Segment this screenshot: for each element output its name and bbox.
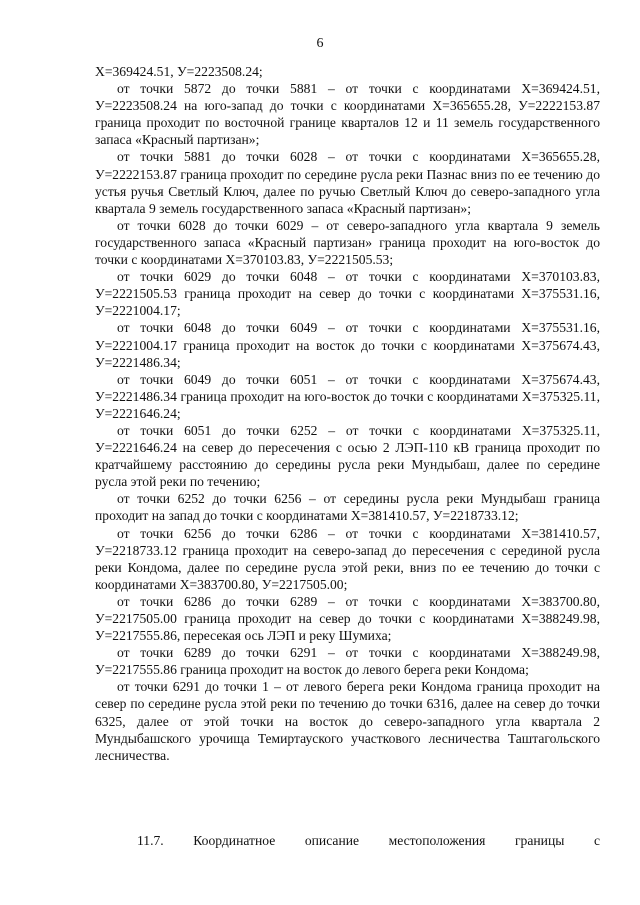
paragraph: от точки 6256 до точки 6286 – от точки с координатами Х=381410.57, У=2218733.12 граница проходит на северо-запад до пересечения с серединой русла реки Кондома, далее по середине русла этой реки, вниз по ее течению до точки с координатами Х=383700.80, У=2217505.00;: [95, 525, 600, 592]
paragraph: от точки 6049 до точки 6051 – от точки с координатами Х=375674.43, У=2221486.34 граница проходит на юго-восток до точки с координатами Х=375325.11, У=2221646.24;: [95, 371, 600, 421]
document-body: [95, 63, 600, 764]
paragraph: от точки 6029 до точки 6048 – от точки с координатами Х=370103.83, У=2221505.53 граница проходит на север до точки с координатами Х=375531.16, У=2221004.17;: [95, 269, 600, 319]
paragraph: Х=369424.51, У=2223508.24;: [95, 64, 263, 79]
paragraph: от точки 6291 до точки 1 – от левого берега реки Кондома граница проходит на север по середине русла этой реки по течению до точки 6316, далее на север до точки 6325, далее от этой точки на восток до северо-западного угла квартала 2 Мундыбашского урочища Темиртауского участкового лесничества Таштагольского лесничества.: [95, 679, 600, 763]
paragraph: от точки 6252 до точки 6256 – от середины русла реки Мундыбаш граница проходит на запад до точки с координатами Х=381410.57, У=2218733.12;: [95, 491, 600, 524]
paragraph: от точки 6289 до точки 6291 – от точки с координатами Х=388249.98, У=2217555.86 граница проходит на восток до левого берега реки Кондома;: [95, 645, 600, 678]
section-heading: 11.7. Координатное описание местоположения границы с: [137, 833, 600, 848]
paragraph: от точки 5881 до точки 6028 – от точки с координатами Х=365655.28, У=2222153.87 граница проходит по середине русла реки Пазнас вниз по ее течению до устья ручья Светлый Ключ, далее по ручью Светлый Ключ до северо-западного угла квартала 9 земель государственного запаса «Красный партизан»;: [95, 149, 600, 216]
paragraph: от точки 6048 до точки 6049 – от точки с координатами Х=375531.16, У=2221004.17 граница проходит на восток до точки с координатами Х=375674.43, У=2221486.34;: [95, 320, 600, 370]
paragraph: от точки 6286 до точки 6289 – от точки с координатами Х=383700.80, У=2217505.00 граница проходит на север до точки с координатами Х=388249.98, У=2217555.86, пересекая ось ЛЭП и реку Шумиха;: [95, 593, 600, 644]
page-number: 6: [316, 36, 324, 51]
paragraph: от точки 6028 до точки 6029 – от северо-западного угла квартала 9 земель государственного запаса «Красный партизан» граница проходит на юго-восток до точки с координатами Х=370103.83, У=2221505.53;: [95, 217, 600, 268]
paragraph: от точки 6051 до точки 6252 – от точки с координатами Х=375325.11, У=2221646.24 на север до пересечения с осью 2 ЛЭП-110 кВ граница проходит по кратчайшему расстоянию до середины русла реки Мундыбаш, далее по середине русла этой реки по течению;: [95, 422, 600, 490]
paragraph: от точки 5872 до точки 5881 – от точки с координатами Х=369424.51, У=2223508.24 на юго-запад до точки с координатами Х=365655.28, У=2222153.87 граница проходит по восточной границе кварталов 12 и 11 земель государственного запаса «Красный партизан»;: [95, 81, 600, 148]
